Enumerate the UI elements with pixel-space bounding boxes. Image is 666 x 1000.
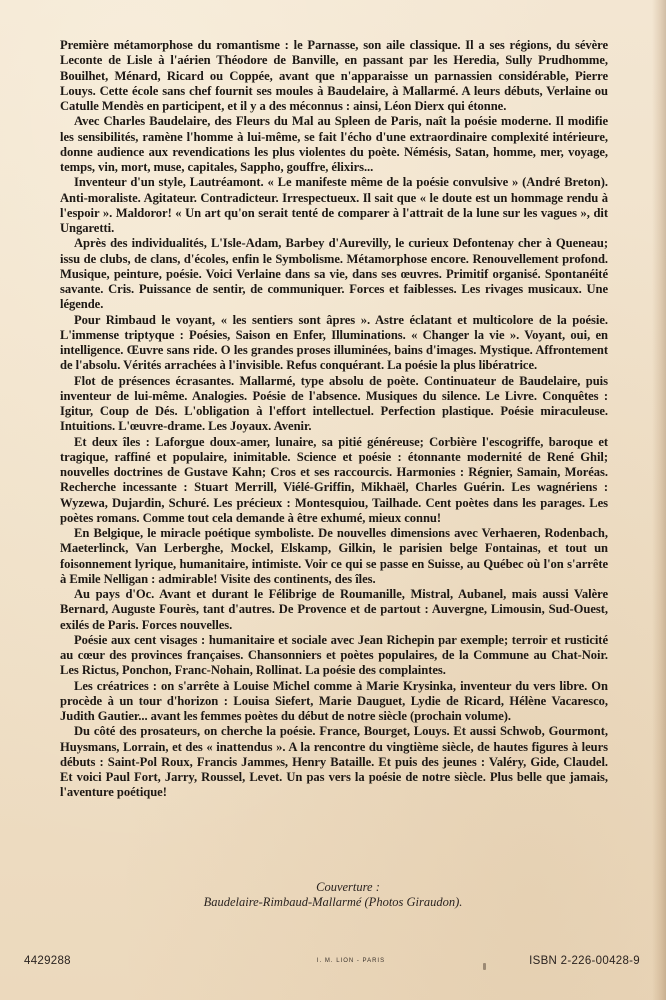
paragraph-pays-oc: Au pays d'Oc. Avant et durant le Félibrige de Roumanille, Mistral, Aubanel, mais aussi Valère Bernard, Auguste Fourès, tant d'autres. De Provence et de partout : Auvergne, Limousin, Sud-Ouest, exilés de Paris. Forces nouvelles. <box>60 587 608 632</box>
paragraph-cent-visages: Poésie aux cent visages : humanitaire et sociale avec Jean Richepin par exemple; terroir et rusticité au cœur des provinces françaises. Chansonniers et poètes populaires, de la Commune au Chat-Noir. Les Rictus, Ponchon, Franc-Nohain, Rollinat. La poésie des complaintes. <box>60 632 608 678</box>
cover-credit-label: Couverture : <box>316 880 380 894</box>
cover-credit <box>0 880 666 910</box>
paragraph-rimbaud: Pour Rimbaud le voyant, « les sentiers sont âpres ». Astre éclatant et multicolore de la poésie. L'immense triptyque : Poésies, Saison en Enfer, Illuminations. « Changer la vie ». Voyant, oui, en intelligence. Œuvre sans ride. O les grandes proses illuminées, bains d'images. Mystique. Affrontement de l'absolu. Vérités arrachées à l'invisible. Refus conquérant. La poésie la plus libératrice. <box>60 312 608 373</box>
blurb-text <box>60 38 608 801</box>
paragraph-creatrices: Les créatrices : on s'arrête à Louise Michel comme à Marie Krysinka, inventeur du vers libre. On procède à un tour d'horizon : Louisa Siefert, Marie Dauguet, Lydie de Ricard, Hélène Vacaresco, Judith Gautier... avant les femmes poètes du début de notre siècle (prochain volume). <box>60 678 608 723</box>
paragraph-belgique: En Belgique, le miracle poétique symboliste. De nouvelles dimensions avec Verhaeren, Rodenbach, Maeterlinck, Van Lerberghe, Mockel, Elskamp, Gilkin, le parisien belge Fontainas, et tout un foisonnement lyrique, humanitaire, intimiste. Voir ce qui se passe en Suisse, au Québec où l'on s'arrête à Emile Nelligan : admirable! Visite des continents, des îles. <box>60 526 608 586</box>
paragraph-prosateurs: Du côté des prosateurs, on cherche la poésie. France, Bourget, Louys. Et aussi Schwob, Gourmont, Huysmans, Lorrain, et des « inattendus ». A la rencontre du vingtième siècle, de hautes figures à leurs débuts : Saint-Pol Roux, Francis Jammes, Henry Bataille. Et puis des jeunes : Valéry, Gide, Claudel. Et voici Paul Fort, Jarry, Roussel, Levet. Un pas vers la poésie de notre siècle. Plus belle que jamais, l'aventure poétique! <box>60 724 608 800</box>
paragraph-parnasse: Première métamorphose du romantisme : le Parnasse, son aile classique. Il a ses régions, du sévère Leconte de Lisle à l'aérien Théodore de Banville, en passant par les Heredia, Sully Prudhomme, Bouilhet, Ménard, Ricard ou Coppée, avant que n'apparaisse un parnassien considérable, Pierre Louys. Cette école sans chef fournit ses moules à Baudelaire, à Mallarmé. A leurs débuts, Verlaine ou Catulle Mendès en participent, et il y a des méconnus : ainsi, Léon Dierx qui étonne. <box>60 38 608 113</box>
ink-mark <box>483 963 486 970</box>
paragraph-lautreamont: Inventeur d'un style, Lautréamont. « Le manifeste même de la poésie convulsive » (André Breton). Anti-moraliste. Agitateur. Contradicteur. Irrespectueux. Il sait que « le doute est un hommage rendu à l'espoir ». Maldoror! « Un art qu'on serait tenté de comparer à l'attrait de la lune sur les vagues », dit Ungaretti. <box>60 175 608 235</box>
catalog-code: 4429288 <box>24 955 71 967</box>
cover-credit-names: Baudelaire-Rimbaud-Mallarmé (Photos Giraudon). <box>203 895 463 909</box>
page-edge-shadow <box>652 0 666 1000</box>
isbn-number: ISBN 2-226-00428-9 <box>529 955 640 967</box>
paragraph-deux-iles: Et deux îles : Laforgue doux-amer, lunaire, sa pitié généreuse; Corbière l'escogriffe, baroque et tragique, raffiné et populaire, inimitable. Science et poésie : étonnante modernité de René Ghil; nouvelles doctrines de Gustave Kahn; Cros et ses raccourcis. Harmonies : Régnier, Samain, Moréas. Recherche incessante : Stuart Merrill, Viélé-Griffin, Mikhaël, Charles Guérin. Les wagnériens : Wyzewa, Dujardin, Schuré. Les précieux : Montesquiou, Tailhade. Cent poètes dans les parages. Les poètes romans. Comme tout cela demande à être exhumé, mieux connu! <box>60 434 608 525</box>
printer-imprint: I. M. LION - PARIS <box>316 958 386 964</box>
paragraph-symbolisme: Après des individualités, L'Isle-Adam, Barbey d'Aurevilly, le curieux Defontenay cher à Queneau; issu de clubs, de clans, d'écoles, enfin le Symbolisme. Métamorphose encore. Renouvellement profond. Musique, peinture, poésie. Voici Verlaine dans sa vie, dans ses œuvres. Primitif organisé. Spontanéité savante. Cris. Puissance de sentir, de communiquer. Forces et faiblesses. Les rivages musicaux. Une légende. <box>60 236 608 312</box>
paragraph-mallarme: Flot de présences écrasantes. Mallarmé, type absolu de poète. Continuateur de Baudelaire, puis inventeur de lui-même. Analogies. Poésie de l'absence. Musiques du silence. Le Livre. Conquêtes : Igitur, Coup de Dés. L'obligation à l'effort intellectuel. Perfection plastique. Poésie miraculeuse. Intuitions. L'œuvre-drame. Les Joyaux. Avenir. <box>60 373 608 434</box>
paragraph-baudelaire: Avec Charles Baudelaire, des Fleurs du Mal au Spleen de Paris, naît la poésie moderne. Il modifie les sensibilités, ramène l'homme à lui-même, se fait l'écho d'une extraordinaire complexité intérieure, donne audience aux revendications les plus violentes du poète. Némésis, Satan, homme, mer, voyage, temps, vin, mort, muse, capitales, Sappho, gouffre, élixirs... <box>60 114 608 174</box>
